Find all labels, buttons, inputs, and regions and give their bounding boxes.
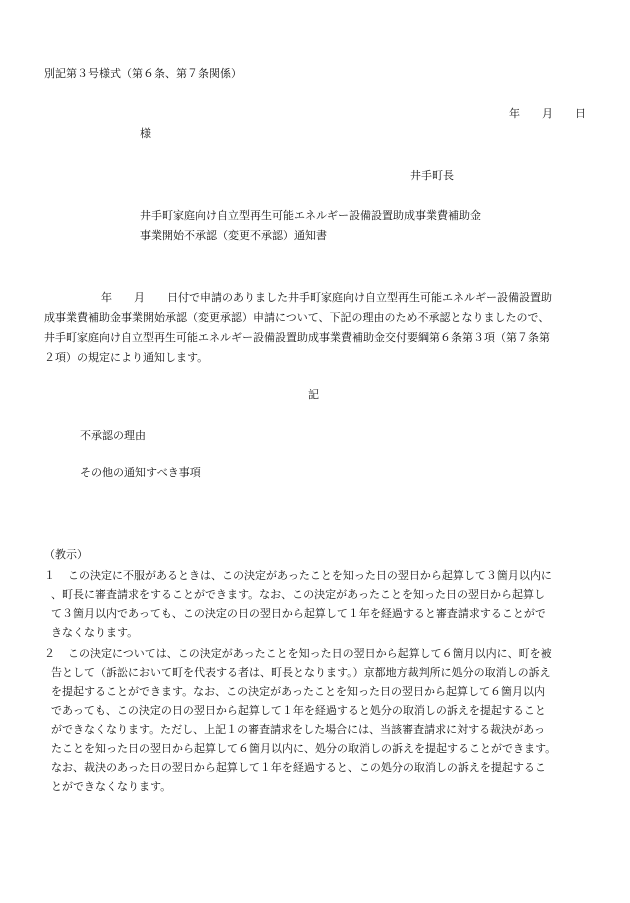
instruction-item2-line: ができなくなります。ただし、上記１の審査請求をした場合には、当該審査請求に対する裁決があっ xyxy=(51,723,546,736)
instruction-heading: （教示） xyxy=(44,548,88,561)
form-number: 別記第３号様式（第６条、第７条関係） xyxy=(44,67,242,80)
instruction-item2-line: 告として（訴訟において町を代表する者は、町長となります。）京都地方裁判所に処分の取消しの訴え xyxy=(51,666,551,679)
date-line: 年 月 日 xyxy=(509,107,586,120)
document-title-line1: 井手町家庭向け自立型再生可能エネルギー設備設置助成事業費補助金 xyxy=(140,209,481,222)
body-line-3: 井手町家庭向け自立型再生可能エネルギー設備設置助成事業費補助金交付要綱第６条第３項（第７条第 xyxy=(44,331,550,344)
issuer: 井手町長 xyxy=(410,169,454,182)
instruction-item1-line: この決定に不服があるときは、この決定があったことを知った日の翌日から起算して３箇月以内に xyxy=(68,569,552,582)
instruction-item2-line: たことを知った日の翌日から起算して６箇月以内に、処分の取消しの訴えを提起することができます。 xyxy=(51,742,557,755)
instruction-item2-line: であっても、この決定の日の翌日から起算して１年を経過すると処分の取消しの訴えを提起すること xyxy=(51,704,546,717)
document-title-line2: 事業開始不承認（変更不承認）通知書 xyxy=(140,229,327,242)
instruction-item1-line: 、町長に審査請求をすることができます。なお、この決定があったことを知った日の翌日から起算し xyxy=(51,588,546,601)
instruction-item2-line: とができなくなります。 xyxy=(51,780,172,793)
item-other: その他の通知すべき事項 xyxy=(80,466,201,479)
instruction-item1-number: １ xyxy=(44,569,55,582)
item-reason: 不承認の理由 xyxy=(80,429,146,442)
instruction-item2-number: ２ xyxy=(44,647,55,660)
body-line-4: ２項）の規定により通知します。 xyxy=(44,351,209,364)
body-line-2: 成事業費補助金事業開始承認（変更承認）申請について、下記の理由のため不承認となりましたので、 xyxy=(44,311,550,324)
ki-heading: 記 xyxy=(308,388,319,401)
recipient-suffix: 様 xyxy=(140,127,151,140)
instruction-item2-line: を提起することができます。なお、この決定があったことを知った日の翌日から起算して６箇月以内 xyxy=(51,685,546,698)
instruction-item2-line: なお、裁決のあった日の翌日から起算して１年を経過すると、この処分の取消しの訴えを提起するこ xyxy=(51,761,546,774)
instruction-item1-line: きなくなります。 xyxy=(51,626,139,639)
body-line-1: 年 月 日付で申請のありました井手町家庭向け自立型再生可能エネルギー設備設置助 xyxy=(101,291,552,304)
instruction-item1-line: て３箇月以内であっても、この決定の日の翌日から起算して１年を経過すると審査請求することがで xyxy=(51,607,546,620)
instruction-item2-line: この決定については、この決定があったことを知った日の翌日から起算して６箇月以内に、町を被 xyxy=(68,647,552,660)
